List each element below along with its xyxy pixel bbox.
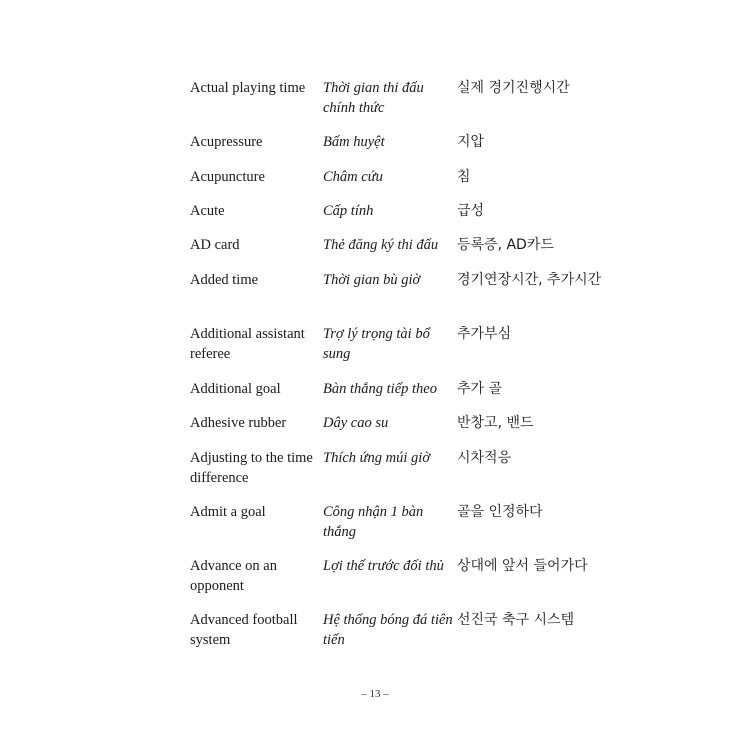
korean-term: 상대에 앞서 들어가다 — [457, 558, 588, 574]
vietnamese-term: Cấp tính — [323, 203, 374, 219]
glossary-entry — [190, 379, 610, 413]
glossary-entry — [190, 556, 610, 610]
english-term: Advanced football system — [190, 612, 298, 648]
glossary-entry — [190, 448, 610, 502]
korean-term: 추가부심 — [457, 326, 512, 342]
english-term: Admit a goal — [190, 504, 266, 520]
korean-term: 등록증, AD카드 — [457, 237, 554, 253]
vietnamese-term: Lợi thế trước đối thủ — [323, 558, 444, 574]
glossary-entry — [190, 413, 610, 448]
glossary-list — [190, 78, 610, 654]
vietnamese-term: Thẻ đăng ký thi đấu — [323, 237, 439, 253]
korean-term: 침 — [457, 169, 471, 185]
korean-term: 추가 골 — [457, 381, 503, 397]
english-term: Additional goal — [190, 381, 281, 397]
glossary-entry — [190, 132, 610, 167]
korean-term: 경기연장시간, 추가시간 — [457, 272, 602, 288]
english-term: AD card — [190, 237, 240, 253]
vietnamese-term: Hệ thống bóng đá tiên tiến — [323, 612, 453, 648]
vietnamese-term: Thích ứng múi giờ — [323, 450, 431, 466]
korean-term: 시차적응 — [457, 450, 512, 466]
english-term: Acupressure — [190, 134, 263, 150]
page-number: – 13 – — [361, 688, 389, 700]
glossary-entry — [190, 502, 610, 556]
english-term: Actual playing time — [190, 80, 306, 96]
korean-term: 골을 인정하다 — [457, 504, 543, 520]
vietnamese-term: Dây cao su — [323, 415, 389, 431]
vietnamese-term: Công nhận 1 bàn thắng — [323, 504, 424, 540]
glossary-entry — [190, 78, 610, 132]
english-term: Additional assistant referee — [190, 326, 305, 362]
vietnamese-term: Bàn thắng tiếp theo — [323, 381, 437, 397]
glossary-entry — [190, 167, 610, 201]
vietnamese-term: Trợ lý trọng tài bổ sung — [323, 326, 430, 362]
english-term: Acute — [190, 203, 225, 219]
glossary-entry — [190, 610, 610, 654]
vietnamese-term: Châm cứu — [323, 169, 383, 185]
glossary-entry — [190, 270, 610, 324]
english-term: Acupuncture — [190, 169, 265, 185]
korean-term: 급성 — [457, 203, 485, 219]
korean-term: 반창고, 밴드 — [457, 415, 534, 431]
korean-term: 실제 경기진행시간 — [457, 80, 570, 96]
vietnamese-term: Bấm huyệt — [323, 134, 385, 150]
glossary-entry — [190, 201, 610, 235]
glossary-entry — [190, 324, 610, 379]
english-term: Added time — [190, 272, 259, 288]
english-term: Advance on an opponent — [190, 558, 277, 594]
korean-term: 지압 — [457, 134, 485, 150]
vietnamese-term: Thời gian thi đấu chính thức — [323, 80, 424, 116]
english-term: Adhesive rubber — [190, 415, 287, 431]
vietnamese-term: Thời gian bù giờ — [323, 272, 421, 288]
glossary-entry — [190, 235, 610, 270]
korean-term: 선진국 축구 시스템 — [457, 612, 575, 628]
english-term: Adjusting to the time difference — [190, 450, 313, 486]
